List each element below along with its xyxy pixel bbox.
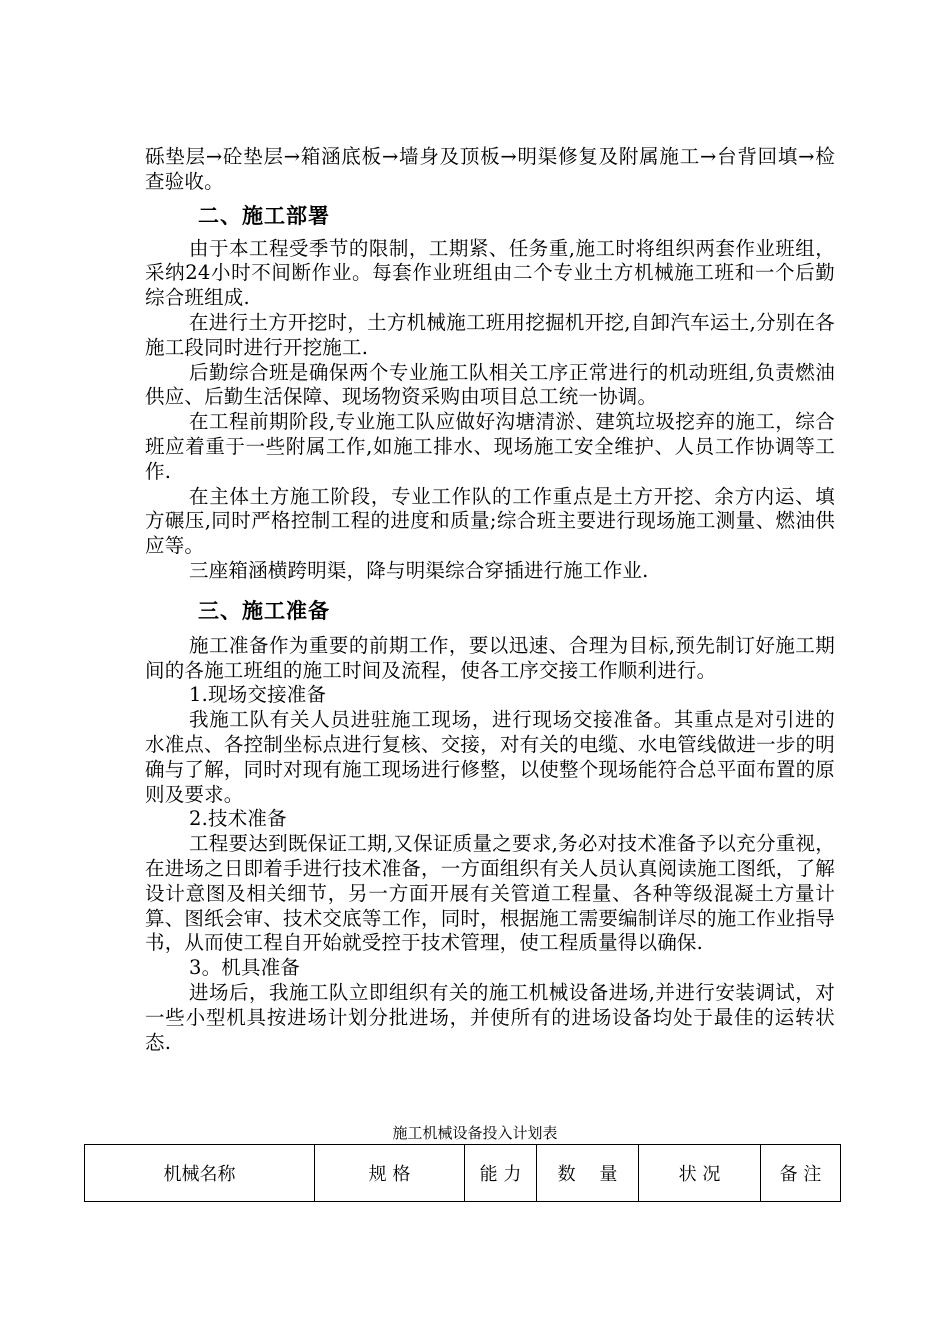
paragraph-deployment-5: 在主体土方施工阶段，专业工作队的工作重点是土方开挖、余方内运、填方碾压,同时严格控制工程的进度和质量;综合班主要进行现场施工测量、燃油供应等。 (145, 484, 835, 558)
subheading-technical-prep: 2.技术准备 (189, 807, 287, 831)
section-heading-preparation: 三、施工准备 (198, 598, 330, 623)
paragraph-site-handover: 我施工队有关人员进驻施工现场，进行现场交接准备。其重点是对引进的水准点、各控制坐标点进行复核、交接，对有关的电缆、水电管线做进一步的明确与了解，同时对现有施工现场进行修整，以使整个现场能符合总平面布置的原则及要求。 (145, 708, 835, 806)
document-body (145, 145, 835, 1055)
paragraph-deployment-3: 后勤综合班是确保两个专业施工队相关工序正常进行的机动班组,负责燃油供应、后勤生活保障、现场物资采购由项目总工统一协调。 (145, 360, 835, 409)
paragraph-machinery-prep: 进场后，我施工队立即组织有关的施工机械设备进场,并进行安装调试，对一些小型机具按进场计划分批进场，并使所有的进场设备均处于最佳的运转状态. (145, 980, 835, 1054)
section-heading-deployment: 二、施工部署 (198, 203, 330, 228)
subheading-machinery-prep: 3。机具准备 (189, 956, 301, 980)
paragraph-technical-prep: 工程要达到既保证工期,又保证质量之要求,务必对技术准备予以充分重视，在进场之日即着手进行技术准备，一方面组织有关人员认真阅读施工图纸，了解设计意图及相关细节，另一方面开展有关管道工程量、各种等级混凝土方量计算、图纸会审、技术交底等工作，同时，根据施工需要编制详尽的施工作业指导书，从而使工程自开始就受控于技术管理，使工程质量得以确保. (145, 832, 835, 955)
paragraph-deployment-1: 由于本工程受季节的限制，工期紧、任务重,施工时将组织两套作业班组，采纳24小时不间断作业。每套作业班组由二个专业土方机械施工班和一个后勤综合班组成. (145, 236, 835, 310)
paragraph-deployment-4: 在工程前期阶段,专业施工队应做好沟塘清淤、建筑垃圾挖弃的施工，综合班应着重于一些附属工作,如施工排水、现场施工安全维护、人员工作协调等工作. (145, 410, 835, 483)
subheading-site-handover: 1.现场交接准备 (189, 683, 327, 707)
column-header-remarks: 备 注 (761, 1145, 841, 1202)
paragraph-preparation-intro: 施工准备作为重要的前期工作，要以迅速、合理为目标,预先制订好施工期间的各施工班组的施工时间及流程，使各工序交接工作顺利进行。 (145, 633, 835, 682)
equipment-plan-table (84, 1144, 841, 1202)
paragraph-deployment-2: 在进行土方开挖时，土方机械施工班用挖掘机开挖,自卸汽车运土,分别在各施工段同时进行开挖施工. (145, 310, 835, 359)
paragraph-process-sequence: 砾垫层→砼垫层→箱涵底板→墙身及顶板→明渠修复及附属施工→台背回填→检查验收。 (145, 145, 835, 193)
column-header-machine-name: 机械名称 (85, 1145, 315, 1202)
column-header-quantity: 数 量 (537, 1145, 639, 1202)
column-header-capacity: 能 力 (465, 1145, 537, 1202)
table-caption: 施工机械设备投入计划表 (392, 1124, 558, 1142)
column-header-specification: 规 格 (315, 1145, 465, 1202)
paragraph-deployment-6: 三座箱涵横跨明渠，降与明渠综合穿插进行施工作业. (189, 558, 649, 582)
table-header-row (85, 1145, 841, 1202)
column-header-condition: 状 况 (639, 1145, 761, 1202)
